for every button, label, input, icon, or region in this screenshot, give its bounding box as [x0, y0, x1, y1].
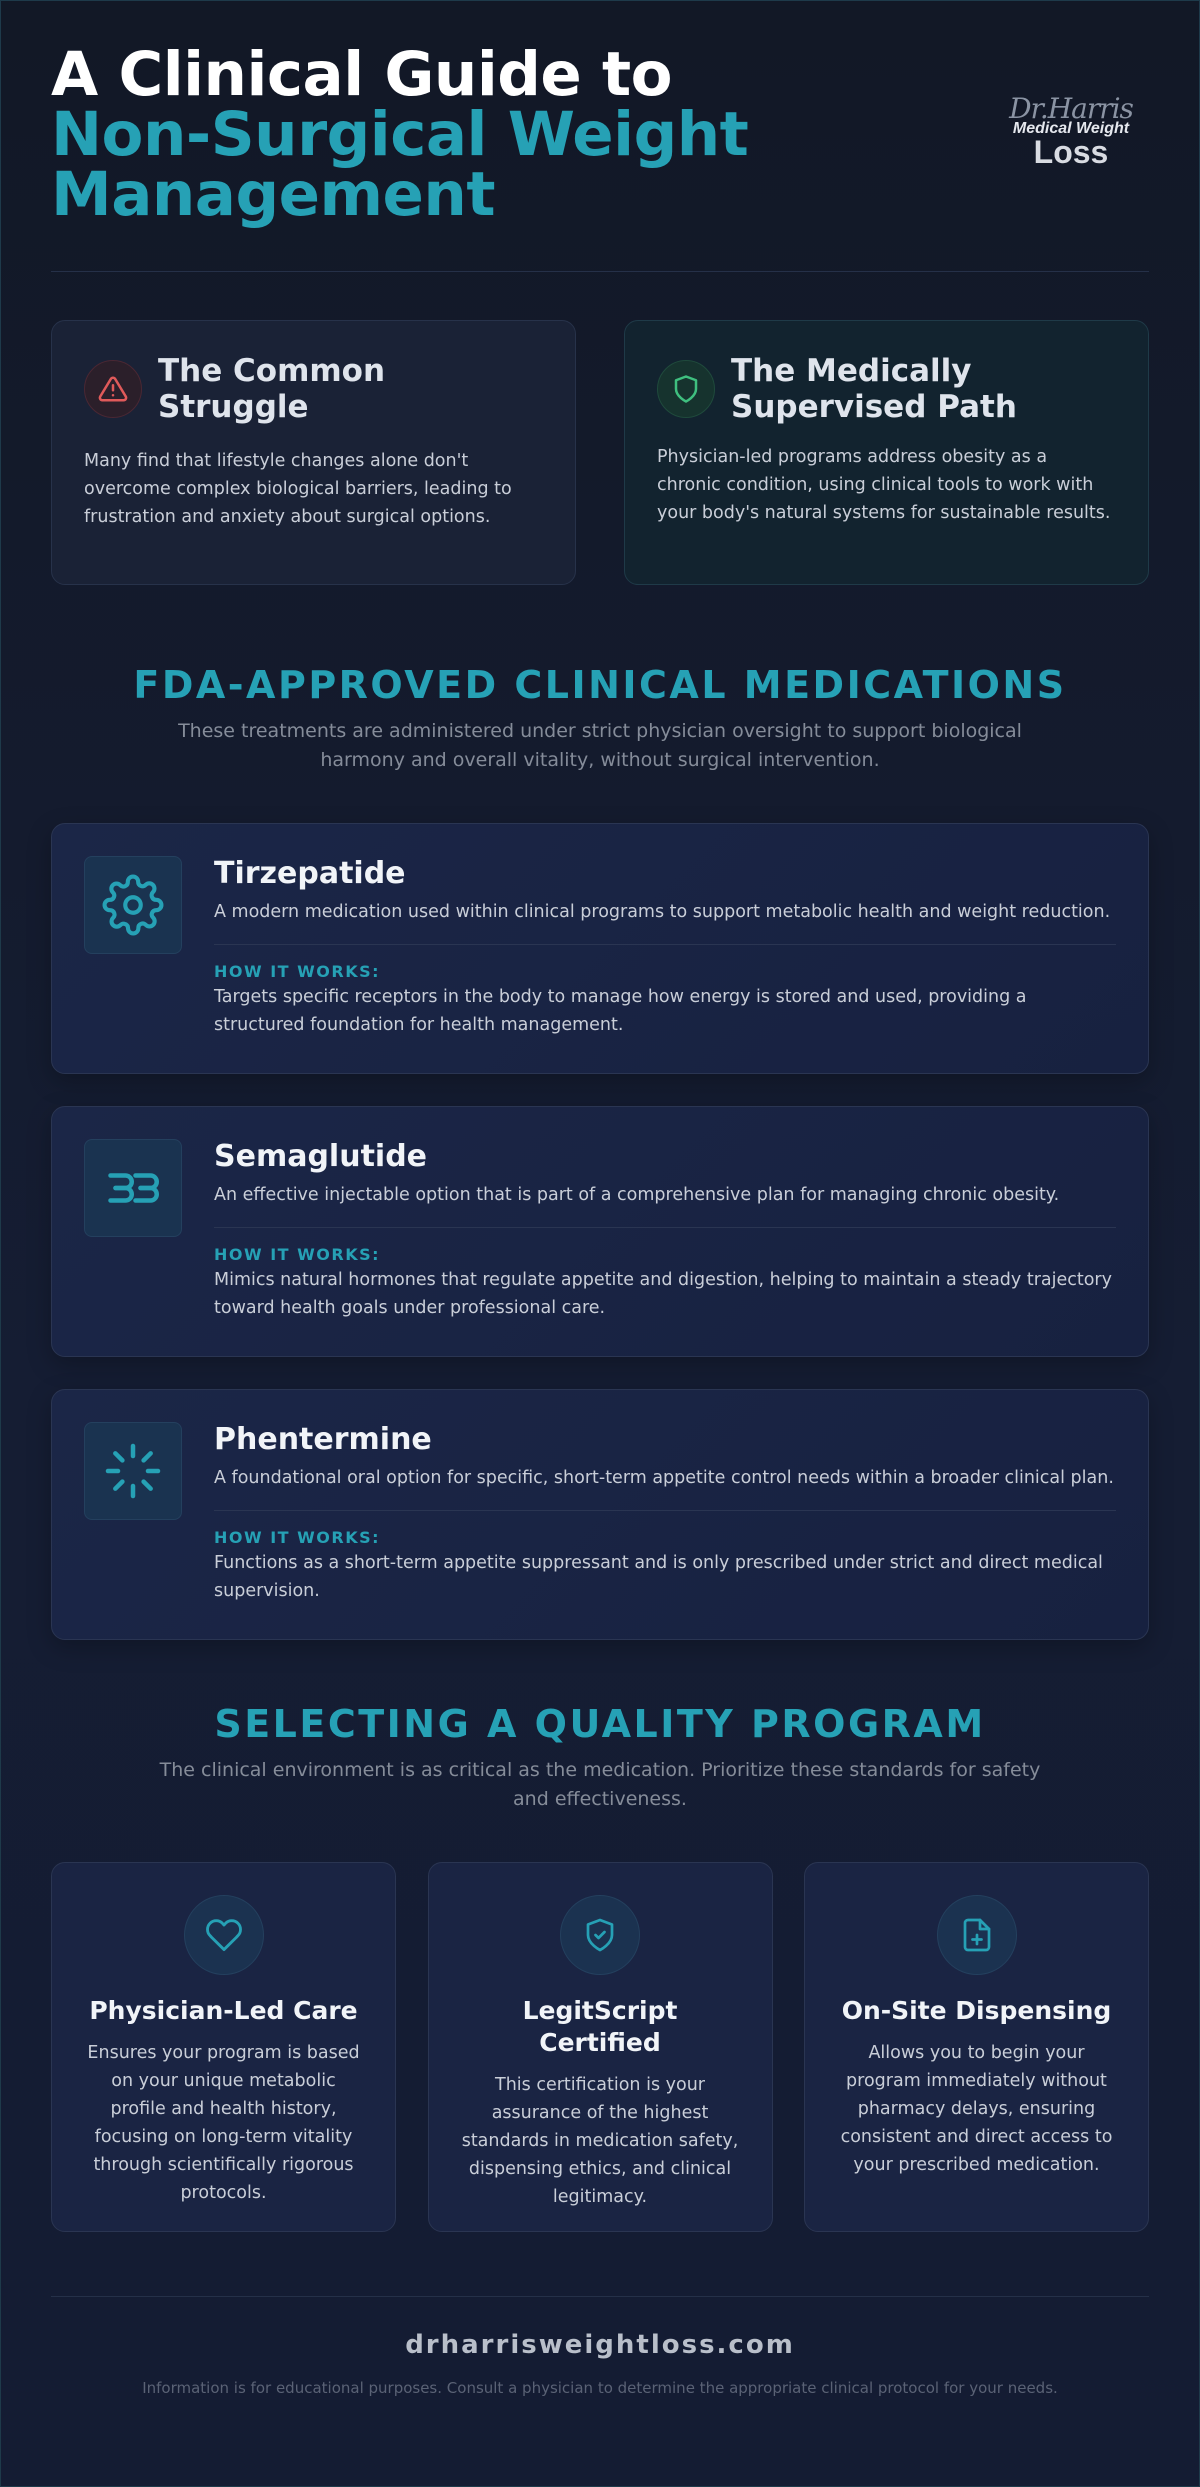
- medication-description: A modern medication used within clinical programs to support metabolic health and weight reduction.: [214, 902, 1111, 922]
- how-it-works-text: Mimics natural hormones that regulate appetite and digestion, helping to maintain a steady trajectory toward health goals under professional care.: [214, 1270, 1112, 1318]
- website-url: drharrisweightloss.com: [405, 2330, 795, 2360]
- standard-card-physician-led: [51, 1862, 396, 2232]
- page-title-line-1: A Clinical Guide to: [51, 39, 673, 110]
- medications-title: FDA-APPROVED CLINICAL MEDICATIONS: [133, 663, 1067, 707]
- medication-card-tirzepatide: [51, 823, 1149, 1074]
- logo-signature: Dr.Harris: [1009, 92, 1133, 125]
- standard-text: Ensures your program is based on your unique metabolic profile and health history, focusing on long-term vitality through scientifically rigorous protocols.: [87, 2043, 360, 2203]
- struggle-title: The Common Struggle: [158, 353, 386, 425]
- how-it-works-text: Functions as a short-term appetite suppressant and is only prescribed under strict and direct medical supervision.: [214, 1553, 1103, 1601]
- struggle-card: [51, 320, 576, 585]
- standard-text: This certification is your assurance of the highest standards in medication safety, dispensing ethics, and clinical legitimacy.: [461, 2075, 739, 2207]
- how-it-works-label: HOW IT WORKS:: [214, 1528, 381, 1547]
- gear-icon: [84, 856, 182, 954]
- loader-icon: [84, 1422, 182, 1520]
- shield-check-icon: [560, 1895, 640, 1975]
- disclaimer: Information is for educational purposes. Consult a physician to determine the appropriate clinical protocol for your needs.: [142, 2379, 1058, 2397]
- how-it-works-label: HOW IT WORKS:: [214, 962, 381, 981]
- logo-subtitle: Medical Weight: [1012, 120, 1130, 137]
- medication-divider: [214, 944, 1116, 945]
- header-divider: [51, 271, 1149, 272]
- standards-cards: [51, 1862, 1149, 2232]
- standard-title: Physician-Led Care: [89, 1996, 358, 2025]
- supervised-path-card: [624, 320, 1149, 585]
- standard-card-legitscript: [428, 1862, 773, 2232]
- shield-icon: [657, 360, 715, 418]
- footer-divider: [51, 2296, 1149, 2297]
- page-title-line-3: Management: [51, 159, 496, 230]
- medication-description: An effective injectable option that is part of a comprehensive plan for managing chronic obesity.: [214, 1185, 1060, 1205]
- header: [51, 1, 1149, 271]
- medication-name: Phentermine: [214, 1422, 432, 1457]
- quality-subtitle: The clinical environment is as critical as the medication. Prioritize these standards for safety and effectiveness.: [159, 1759, 1041, 1810]
- struggle-text: Many find that lifestyle changes alone don't overcome complex biological barriers, leading to frustration and anxiety about surgical options.: [84, 451, 512, 527]
- intro-cards: [51, 320, 1149, 585]
- page-title-line-2: Non-Surgical Weight: [51, 99, 749, 170]
- footer: [51, 2329, 1149, 2399]
- medication-name: Tirzepatide: [214, 856, 406, 891]
- standard-title: LegitScript Certified: [522, 1996, 678, 2057]
- file-plus-icon: [937, 1895, 1017, 1975]
- medication-description: A foundational oral option for specific, short-term appetite control needs within a broader clinical plan.: [214, 1468, 1114, 1488]
- quality-section-header: [51, 1702, 1149, 1814]
- medication-card-semaglutide: [51, 1106, 1149, 1357]
- how-it-works-label: HOW IT WORKS:: [214, 1245, 381, 1264]
- logo-wordmark: Loss: [1033, 134, 1109, 170]
- medications-subtitle: These treatments are administered under strict physician oversight to support biological harmony and overall vitality, without surgical intervention.: [178, 720, 1022, 771]
- brand-logo: [1001, 92, 1141, 170]
- quality-title: SELECTING A QUALITY PROGRAM: [214, 1702, 986, 1746]
- double-arrows-icon: [84, 1139, 182, 1237]
- standard-title: On-Site Dispensing: [841, 1996, 1112, 2025]
- medication-card-phentermine: [51, 1389, 1149, 1640]
- medication-divider: [214, 1227, 1116, 1228]
- supervised-path-text: Physician-led programs address obesity as a chronic condition, using clinical tools to work with your body's natural systems for sustainable results.: [657, 447, 1111, 523]
- standard-text: Allows you to begin your program immediately without pharmacy delays, ensuring consistent and direct access to your prescribed medication.: [840, 2043, 1113, 2175]
- how-it-works-text: Targets specific receptors in the body to manage how energy is stored and used, providing a structured foundation for health management.: [214, 987, 1027, 1035]
- warning-triangle-icon: [84, 360, 142, 418]
- standard-card-on-site-dispensing: [804, 1862, 1149, 2232]
- medication-name: Semaglutide: [214, 1139, 428, 1174]
- supervised-path-title: The Medically Supervised Path: [731, 353, 1017, 425]
- heart-icon: [184, 1895, 264, 1975]
- medications-section-header: [51, 663, 1149, 775]
- medication-divider: [214, 1510, 1116, 1511]
